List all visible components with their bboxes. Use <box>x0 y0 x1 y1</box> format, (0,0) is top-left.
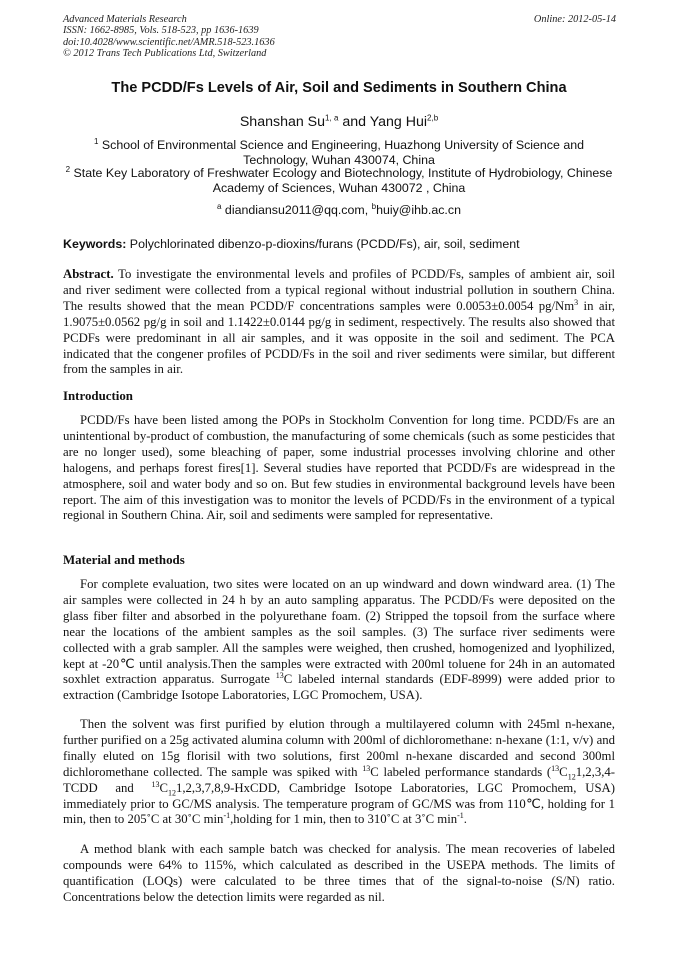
keywords-label: Keywords: <box>63 237 127 251</box>
methods-p2-sub-1: 12 <box>567 772 576 782</box>
journal-name: Advanced Materials Research <box>63 14 187 25</box>
keywords-text: Polychlorinated dibenzo-p-dioxins/furans (PCDD/Fs), air, soil, sediment <box>126 237 520 251</box>
introduction-text: PCDD/Fs have been listed among the POPs in Stockholm Convention for long time. PCDD/Fs are an unintentional by-product of combustion, the manufacturing of some chemicals (such as some pesticides that are no longer used), some bleaching of paper, some industrial processes involving chlorine and other halogens, and perhaps forest fires[1]. Several studies have reported that PCDD/Fs are widespread in the atmosphere, soil and water body and so on. But few studies in environmental background levels have been report. The aim of this investigation was to monitor the levels of PCDD/Fs in the environment of a typical regional in Southern China. Air, soil and sediments were sampled for representative. <box>63 413 615 523</box>
abstract-text-1: To investigate the environmental levels and profiles of PCDD/Fs, samples of ambient air, soil and river sediment were collected from a typical regional without industrial pollution in southern China. The results showed that the mean PCDD/F concentrations samples were 0.0053±0.0054 pg/Nm <box>63 267 615 313</box>
copyright-line: © 2012 Trans Tech Publications Ltd, Switzerland <box>63 48 267 60</box>
methods-p1-text-b: C labeled internal standards (EDF-8999) were added prior to extraction (Cambridge Isotope Laboratories, LGC Promochem, USA). <box>63 672 616 703</box>
journal-header <box>63 14 275 60</box>
methods-heading: Material and methods <box>63 553 185 567</box>
affiliation-2 <box>63 166 615 196</box>
online-date: Online: 2012-05-14 <box>533 14 616 25</box>
email-line <box>0 203 678 217</box>
methods-p2-sup-5: -1 <box>457 811 464 821</box>
abstract-unit-sup: 3 <box>574 297 579 307</box>
author-2-affiliation: 2,b <box>427 113 439 123</box>
methods-p2-text-b: C labeled performance standards ( <box>370 764 552 779</box>
methods-p2-text-a: Then the solvent was first purified by elution through a multilayered column with 245ml n-hexane, further purified on a 25g activated alumina column with 200ml of dichloromethane: n-hexane (1:1, v/v) and finally eluted on 15g florisil with two solutions, first 200ml n-hexane discarded and second 300ml dichloromethane collected. The sample was spiked with <box>63 717 615 779</box>
methods-paragraph-3: A method blank with each sample batch was checked for analysis. The mean recoveries of labeled compounds were 64% to 115%, which calculated as described in the USEPA methods. The limits of quantification (LOQs) were calculated to be three times that of the signal-to-noise (S/N) ratio. Concentrations below the detection limits were regarded as nil. <box>63 842 615 904</box>
methods-p2-text-g: ,holding for 1 min, then to 310˚C at 3˚C min <box>230 812 458 827</box>
methods-p2-text-d: 1,2,3,4-TCDD and <box>63 764 615 795</box>
author-1: Shanshan Su <box>239 114 326 130</box>
introduction-heading: Introduction <box>63 389 133 403</box>
paper-title: The PCDD/Fs Levels of Air, Soil and Sediments in Southern China <box>111 80 567 96</box>
affiliation-1-text: School of Environmental Science and Engineering, Huazhong University of Science and Technology, Wuhan 430074, China <box>98 138 585 167</box>
abstract <box>63 267 615 378</box>
methods-p2-text-f: 1,2,3,7,8,9-HxCDD, Cambridge Isotope Laboratories, LGC Promochem, USA) immediately prior to GC/MS analysis. The temperature program of GC/MS was from 110℃, holding for 1 min, then to 205˚C at 30˚C min <box>63 780 615 827</box>
keywords <box>63 237 623 251</box>
methods-p2-text-h: . <box>463 812 467 827</box>
doi-line: doi:10.4028/www.scientific.net/AMR.518-523.1636 <box>63 36 275 48</box>
methods-p2-sup-4: -1 <box>223 811 231 821</box>
methods-paragraph-1 <box>63 577 615 704</box>
abstract-text-2: in air, 1.9075±0.0562 pg/g in soil and 1.1422±0.0144 pg/g in sediment, respectively. The results also showed that PCDFs were predominant in all air samples, and it was opposite in the soil and sediment. The PCA indicated that the congener profiles of PCDD/Fs in the soil and river sediments were similar, but different from the samples in air. <box>63 298 615 377</box>
methods-p2-text-e: C <box>159 780 168 795</box>
issn-line: ISSN: 1662-8985, Vols. 518-523, pp 1636-1639 <box>63 25 259 37</box>
methods-p1-sup: 13 <box>275 671 284 681</box>
affiliation-2-text: State Key Laboratory of Freshwater Ecology and Biotechnology, Institute of Hydrobiology, Chinese Academy of Sciences, Wuhan 430072 , China <box>70 166 613 195</box>
affiliation-1-number: 1 <box>93 136 99 146</box>
author-1-affiliation: 1, a <box>325 113 339 123</box>
email-a-marker: a <box>217 201 222 211</box>
abstract-label: Abstract. <box>63 267 114 281</box>
email-a: diandiansu2011@qq.com, <box>221 203 372 217</box>
affiliation-2-number: 2 <box>65 164 71 174</box>
methods-paragraph-2 <box>63 717 615 828</box>
methods-p2-sup-1: 13 <box>362 763 371 773</box>
author-conjunction: and <box>338 114 370 130</box>
affiliation-1 <box>63 138 615 168</box>
methods-p2-sup-3: 13 <box>151 779 160 789</box>
author-2: Yang Hui <box>369 114 428 130</box>
methods-p1-text-a: For complete evaluation, two sites were located on an up windward and down windward area. (1) The air samples were collected in 24 h by an auto sampling apparatus. The PCDD/Fs were deposited on the glass fiber filter and absorbed in the polyurethane foam. (2) Stripped the topsoil from the surface where near the locations of the ambient samples as the soil samples. (3) The surface river sediments were collected with a grab sampler. All the samples were weighed, then crushed, homogenized and lyophilized, kept at -20℃ until analysis.Then the samples were extracted with 200ml toluene for 24h in an automated soxhlet extraction apparatus. Surrogate <box>63 577 615 687</box>
author-line <box>0 114 678 130</box>
methods-p2-text-c: C <box>559 764 568 779</box>
methods-p2-sup-2: 13 <box>551 763 560 773</box>
email-b-marker: b <box>371 201 377 211</box>
methods-p2-sub-2: 12 <box>167 788 176 798</box>
email-b: huiy@ihb.ac.cn <box>376 203 461 217</box>
